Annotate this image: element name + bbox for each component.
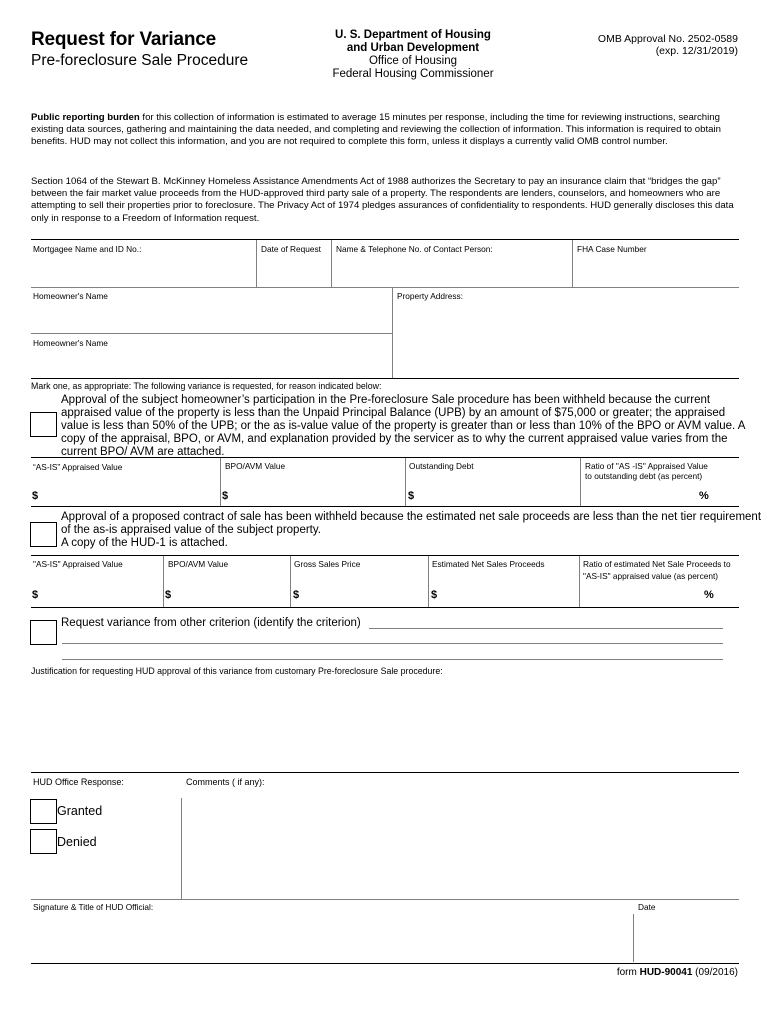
table-1-top-rule (31, 457, 739, 458)
agency-line-3: Office of Housing (368, 55, 457, 67)
homeowner-name-2-field[interactable] (31, 349, 391, 377)
table-1-divider (405, 458, 406, 506)
table-2-divider (579, 556, 580, 607)
homeowner-name-2-label: Homeowner's Name (33, 338, 108, 348)
form-prefix: form (616, 967, 640, 978)
t2-bpo-avm-field[interactable] (175, 583, 288, 605)
granted-label: Granted (57, 804, 103, 818)
signature-bottom-rule (31, 963, 739, 964)
t1-outstanding-debt-label: Outstanding Debt (409, 461, 474, 471)
omb-block (560, 33, 738, 57)
t2-as-is-dollar: $ (32, 589, 39, 601)
t2-net-sales-proceeds-field[interactable] (441, 583, 577, 605)
homeowner-name-1-label: Homeowner's Name (33, 291, 108, 301)
mortgagee-label: Mortgagee Name and ID No.: (33, 244, 142, 254)
option-3-text: Request variance from other criterion (identify the criterion) (61, 617, 361, 629)
omb-expiration: (exp. 12/31/2019) (655, 45, 738, 57)
contact-person-label: Name & Telephone No. of Contact Person: (336, 244, 493, 254)
t2-ratio-field[interactable] (582, 583, 700, 605)
form-title: Request for Variance (31, 29, 217, 50)
fha-case-number-field[interactable] (573, 256, 739, 286)
hud-office-response-label: HUD Office Response: (33, 777, 124, 787)
option-2-text (61, 511, 761, 550)
option-2-text-line-2: of the as-is appraised value of the subject property. (61, 524, 321, 536)
mortgagee-field[interactable] (31, 256, 255, 286)
t2-ratio-percent: % (704, 589, 714, 601)
response-top-rule (31, 772, 739, 773)
t2-net-dollar: $ (431, 589, 438, 601)
agency-line-2: and Urban Development (346, 42, 480, 54)
burden-notice-bold: Public reporting burden (31, 112, 140, 123)
comments-label: Comments ( if any): (186, 777, 265, 787)
t1-ratio-label-line-1: Ratio of "AS -IS" Appraised Value (585, 461, 708, 471)
date-of-request-field[interactable] (257, 256, 330, 286)
table-2-divider (428, 556, 429, 607)
grid-rule (31, 287, 739, 288)
property-address-field[interactable] (393, 303, 739, 377)
signature-title-label: Signature & Title of HUD Official: (33, 902, 154, 912)
agency-block (318, 29, 508, 81)
t2-gross-dollar: $ (293, 589, 300, 601)
t2-gross-sales-price-label: Gross Sales Price (294, 559, 361, 569)
t1-bpo-avm-field[interactable] (232, 484, 403, 504)
option-2-checkbox[interactable] (30, 522, 57, 547)
table-2-divider (290, 556, 291, 607)
other-criterion-line-2[interactable] (62, 643, 723, 644)
t2-net-sales-proceeds-label: Estimated Net Sales Proceeds (432, 559, 545, 569)
t1-as-is-appraised-label: “AS-IS” Appraised Value (33, 462, 123, 472)
grid-bottom-rule (31, 378, 739, 379)
table-2-bottom-rule (31, 607, 739, 608)
table-2-top-rule (31, 555, 739, 556)
option-1-text: Approval of the subject homeowner’s participation in the Pre-foreclosure Sale procedure has been withheld because the current appraised value of the property is less than the Unpaid Principal Balance (UPB) by an amount of $75,000 or greater; the appraised value is less than 50% of the UPB; or the as is-value value of the property is greater than or less than 10% of the BPO or AVM value. A copy of the appraisal, BPO, or AVM, and explanation provided by the servicer as to why the current appraised value varies from the current BPO/ AVM are attached. (61, 394, 745, 458)
table-1-divider (220, 458, 221, 506)
t2-as-is-appraised-label: "AS-IS" Appraised Value (33, 559, 123, 569)
agency-line-1: U. S. Department of Housing (335, 29, 491, 41)
comments-field[interactable] (183, 792, 739, 898)
form-number: HUD-90041 (639, 967, 693, 978)
homeowner-name-1-field[interactable] (31, 303, 391, 332)
burden-notice (31, 112, 742, 149)
denied-checkbox[interactable] (30, 829, 57, 854)
t1-outstanding-debt-field[interactable] (418, 484, 578, 504)
option-2-text-line-3: A copy of the HUD-1 is attached. (61, 537, 228, 549)
table-1-divider (580, 458, 581, 506)
t1-ratio-percent: % (699, 490, 709, 502)
date-label: Date (638, 902, 656, 912)
other-criterion-line-1[interactable] (369, 628, 723, 629)
t1-bpo-dollar: $ (222, 490, 229, 502)
t2-as-is-appraised-field[interactable] (42, 583, 161, 605)
grid-rule (31, 333, 392, 334)
t1-ratio-label (585, 461, 708, 481)
t1-debt-dollar: $ (408, 490, 415, 502)
table-1-bottom-rule (31, 506, 739, 507)
justification-field[interactable] (31, 680, 739, 770)
t2-ratio-label-line-1: Ratio of estimated Net Sale Proceeds to (583, 559, 731, 569)
t2-ratio-label (583, 559, 731, 581)
form-subtitle: Pre-foreclosure Sale Procedure (31, 52, 249, 69)
other-criterion-line-3[interactable] (62, 659, 723, 660)
option-3-checkbox[interactable] (30, 620, 57, 645)
fha-case-number-label: FHA Case Number (577, 244, 647, 254)
form-date: (09/2016) (692, 967, 738, 978)
denied-label: Denied (57, 835, 97, 849)
t1-ratio-field[interactable] (583, 484, 696, 504)
grid-top-rule (31, 239, 739, 240)
form-footer (560, 967, 738, 978)
t1-ratio-label-line-2: to outstanding debt (as percent) (585, 471, 703, 481)
t1-as-is-dollar: $ (32, 490, 39, 502)
privacy-notice: Section 1064 of the Stewart B. McKinney Homeless Assistance Amendments Act of 1988 authorizes the Secretary to pay an insurance claim that “bridges the gap” between the fair market value proceeds from the HUD-approved third party sale of a property. The respondents are lenders, counselors, and homeowners who are attempting to sell their properties prior to foreclosure. The Privacy Act of 1974 pledges assurances of confidentiality to respondents. HUD generally discloses this data only in response to a Freedom of Information request. (31, 176, 734, 224)
omb-approval-number: OMB Approval No. 2502-0589 (597, 33, 738, 45)
comments-divider (181, 798, 182, 899)
date-of-request-label: Date of Request (261, 244, 321, 254)
t2-gross-sales-price-field[interactable] (303, 583, 426, 605)
t1-as-is-appraised-field[interactable] (42, 484, 218, 504)
table-2-divider (163, 556, 164, 607)
t2-bpo-avm-label: BPO/AVM Value (168, 559, 229, 569)
agency-line-4: Federal Housing Commissioner (332, 68, 494, 80)
signature-date-divider (633, 914, 634, 962)
property-address-label: Property Address: (397, 291, 463, 301)
signature-field[interactable] (31, 914, 631, 962)
signature-top-rule (31, 899, 739, 900)
variance-instruction: Mark one, as appropriate: The following variance is requested, for reason indicated below: (31, 381, 382, 391)
option-1-checkbox[interactable] (30, 412, 57, 437)
date-field[interactable] (636, 914, 739, 962)
t2-ratio-label-line-2: "AS-IS" appraised value (as percent) (583, 571, 719, 581)
granted-checkbox[interactable] (30, 799, 57, 824)
burden-notice-text: for this collection of information is estimated to average 15 minutes per response, including the time for reviewing instructions, searching existing data sources, gathering and maintaining the data needed, and completing and reviewing the collection of information. This information is required to obtain benefits. HUD may not collect this information, and you are not required to complete this form, unless it displays a currently valid OMB control number. (31, 112, 721, 148)
t2-bpo-dollar: $ (165, 589, 172, 601)
justification-label: Justification for requesting HUD approval of this variance from customary Pre-foreclosure Sale procedure: (31, 666, 443, 676)
contact-person-field[interactable] (332, 256, 571, 286)
t1-bpo-avm-label: BPO/AVM Value (225, 461, 286, 471)
option-2-text-line-1: Approval of a proposed contract of sale has been withheld because the estimated net sale proceeds are less than the net tier requirement (61, 511, 762, 523)
